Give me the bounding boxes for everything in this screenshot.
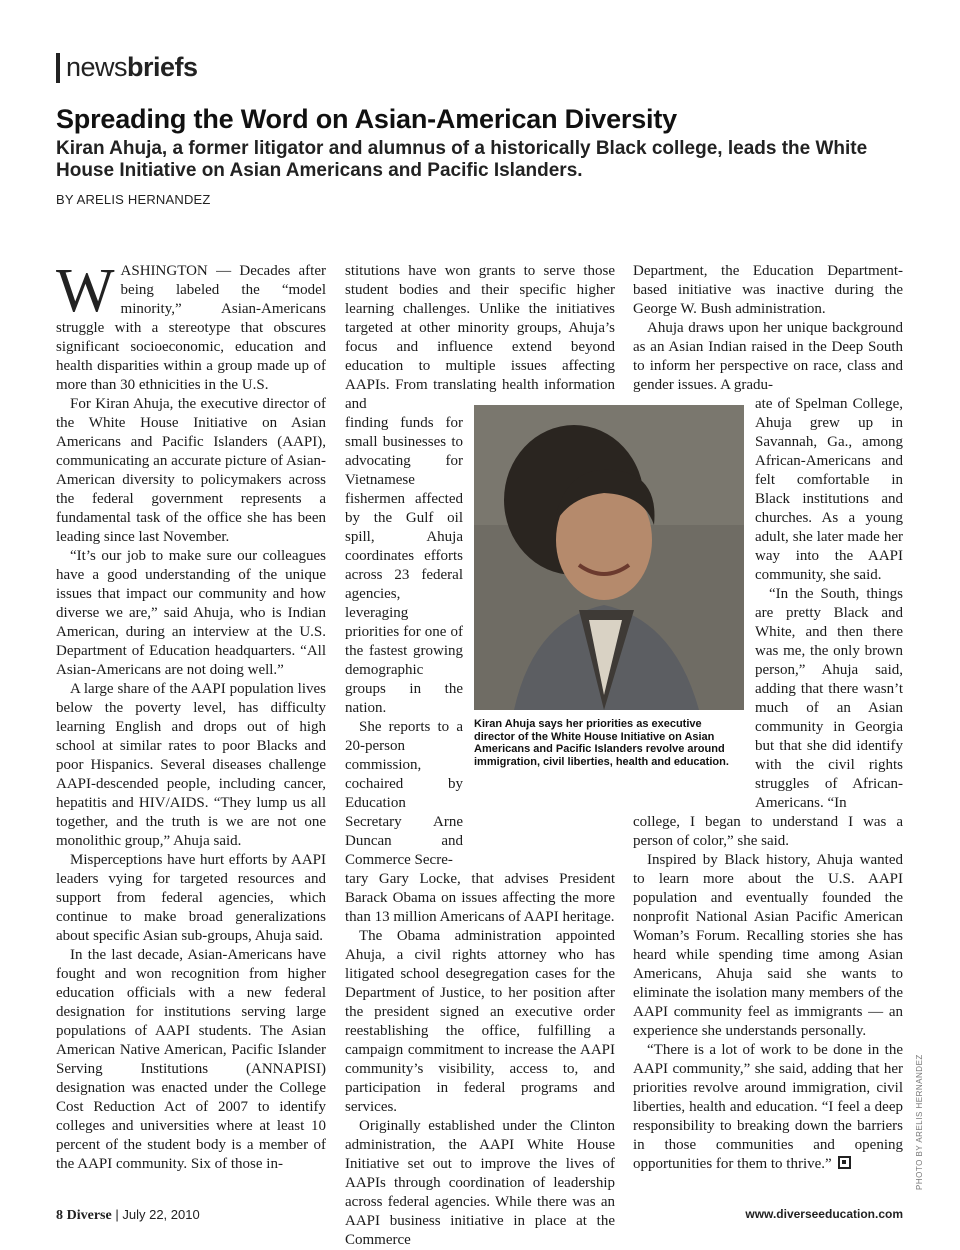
paragraph: Inspired by Black history, Ahuja wanted to learn more about the U.S. AAPI population and eventually founded the nonprofit National Asian Pacific American Woman’s Forum. Recalling stories she has heard while spending time among Asian Americans, Ahuja said she wants to eliminate the isolation many members of the AAPI community feel as immigrants — an experience she understands personally. (633, 852, 903, 1039)
section-label-news: news (66, 52, 128, 82)
byline: BY ARELIS HERNANDEZ (56, 192, 211, 207)
paragraph: finding funds for small businesses to advocating for Vietnamese fishermen affected by the Gulf oil spill, Ahuja coordinates efforts across 23 federal agencies, leveraging priorities for one of the fastest growing demographic groups in the nation. (345, 415, 463, 716)
paragraph: college, I began to understand I was a person of color,” she said. (633, 814, 903, 849)
footer-separator: | (115, 1207, 119, 1222)
photo-caption: Kiran Ahuja says her priorities as executive director of the White House Initiative on Asian Americans and Pacific Islanders revolve around immigration, civil liberties, health and education. (474, 718, 729, 768)
page-number: 8 (56, 1208, 63, 1223)
end-mark-icon (838, 1156, 851, 1169)
paragraph: stitutions have won grants to serve those student bodies and their specific higher learning challenges. Unlike the initiatives targeted at other minority groups, Ahuja’s focus and influence extend beyond education to multiple issues affecting AAPIs. From translating health information and (345, 263, 615, 412)
paragraph-text: ASHINGTON — Decades after being labeled the “model minority,” Asian-Americans struggle with a stereotype that obscures significant socioeconomic, education and health disparities within a group made up of more than 30 ethnicities in the U.S. (56, 263, 326, 393)
paragraph-text: “There is a lot of work to be done in the AAPI community,” she said, adding that her priorities revolve around immigration, civil liberties, health and education. “I feel a deep responsibility to breaking down the barriers in those communities and opening opportunities for them to thrive.” (633, 1042, 903, 1172)
issue-date: July 22, 2010 (122, 1207, 200, 1222)
paragraph (633, 1041, 903, 1174)
section-label-briefs: briefs (127, 52, 198, 82)
dropcap: W (56, 257, 115, 325)
paragraph: ate of Spelman College, Ahuja grew up in Savannah, Ga., among African-Americans and felt comfortable in Black institutions and churches. As a young adult, she later made her way into the AAPI community, she said. (755, 396, 903, 583)
footer-folio (56, 1207, 200, 1224)
paragraph: A large share of the AAPI population lives below the poverty level, has difficulty learning English and drops out of high school at similar rates to poor Blacks and poor Hispanics. Several diseases challenge AAPI-descended people, including cancer, hepatitis and HIV/AIDS. “They lump us all together, and the truth is we are not one monolithic group,” Ahuja said. (56, 681, 326, 849)
photo-block (474, 405, 744, 768)
photo-credit: PHOTO BY ARELIS HERNANDEZ (915, 1054, 924, 1190)
paragraph: Department, the Education Department-based initiative was inactive during the George W. Bush administration. (633, 263, 903, 317)
paragraph (56, 257, 326, 395)
paragraph: For Kiran Ahuja, the executive director of the White House Initiative on Asian Americans and Pacific Islanders (AAPI), communicating an accurate picture of Asian-American diversity to policymakers across the federal government represents a fundamental task of the office she has been leading since last November. (56, 396, 326, 545)
paragraph: “It’s our job to make sure our colleagues have a good understanding of the unique issues that impact our community and how diverse we are,” said Ahuja, who is Indian American, during an interview at the U.S. Department of Education headquarters. “All Asian-Americans are not doing well.” (56, 548, 326, 678)
deck: Kiran Ahuja, a former litigator and alumnus of a historically Black college, leads the White House Initiative on Asian Americans and Pacific Islanders. (56, 138, 868, 181)
paragraph: Originally established under the Clinton administration, the AAPI White House Initiative set out to improve the lives of AAPIs through coordination of leadership across federal agencies. While there was an AAPI business initiative in place at the Commerce (345, 1118, 615, 1248)
section-bar (56, 53, 60, 83)
paragraph: In the last decade, Asian-Americans have fought and won recognition from higher education officials with a new federal designation for institutions serving large populations of AAPI students. The Asian American Native American, Pacific Islander Serving Institutions (ANNAPISI) designation was enacted under the College Cost Reduction Act of 2007 to identify colleges and universities where at least 10 percent of the student body is a member of the AAPI community. Six of those in- (56, 947, 326, 1172)
portrait-photo (474, 405, 744, 710)
article-column-1 (56, 257, 326, 1174)
publication-name: Diverse (66, 1208, 112, 1223)
paragraph: tary Gary Locke, that advises President Barack Obama on issues affecting the more than 13 million Americans of AAPI heritage. (345, 871, 615, 925)
footer-url: www.diverseeducation.com (745, 1207, 903, 1221)
paragraph: “In the South, things are pretty Black and White, and then there was me, the only brown person,” Ahuja said, adding that there wasn’t much of an Asian community in Georgia but that she did identify with the civil rights struggles of African-Americans. “In (755, 586, 903, 811)
section-label (56, 52, 198, 83)
paragraph: Misperceptions have hurt efforts by AAPI leaders vying for targeted resources and support from federal agencies, which continue to make broad generalizations about specific Asian sub-groups, Ahuja said. (56, 852, 326, 944)
paragraph: She reports to a 20-person commission, cochaired by Education Secretary Arne Duncan and Commerce Secre- (345, 719, 463, 868)
headline: Spreading the Word on Asian-American Diversity (56, 104, 677, 134)
paragraph: Ahuja draws upon her unique background as an Asian Indian raised in the Deep South to inform her perspective on race, class and gender issues. A gradu- (633, 320, 903, 393)
paragraph: The Obama administration appointed Ahuja, a civil rights attorney who has litigated school desegregation cases for the Department of Justice, to her position after the president signed an executive order reestablishing the office, fulfilling a campaign commitment to increase the AAPI community’s visibility, access to, and participation in federal programs and services. (345, 928, 615, 1115)
